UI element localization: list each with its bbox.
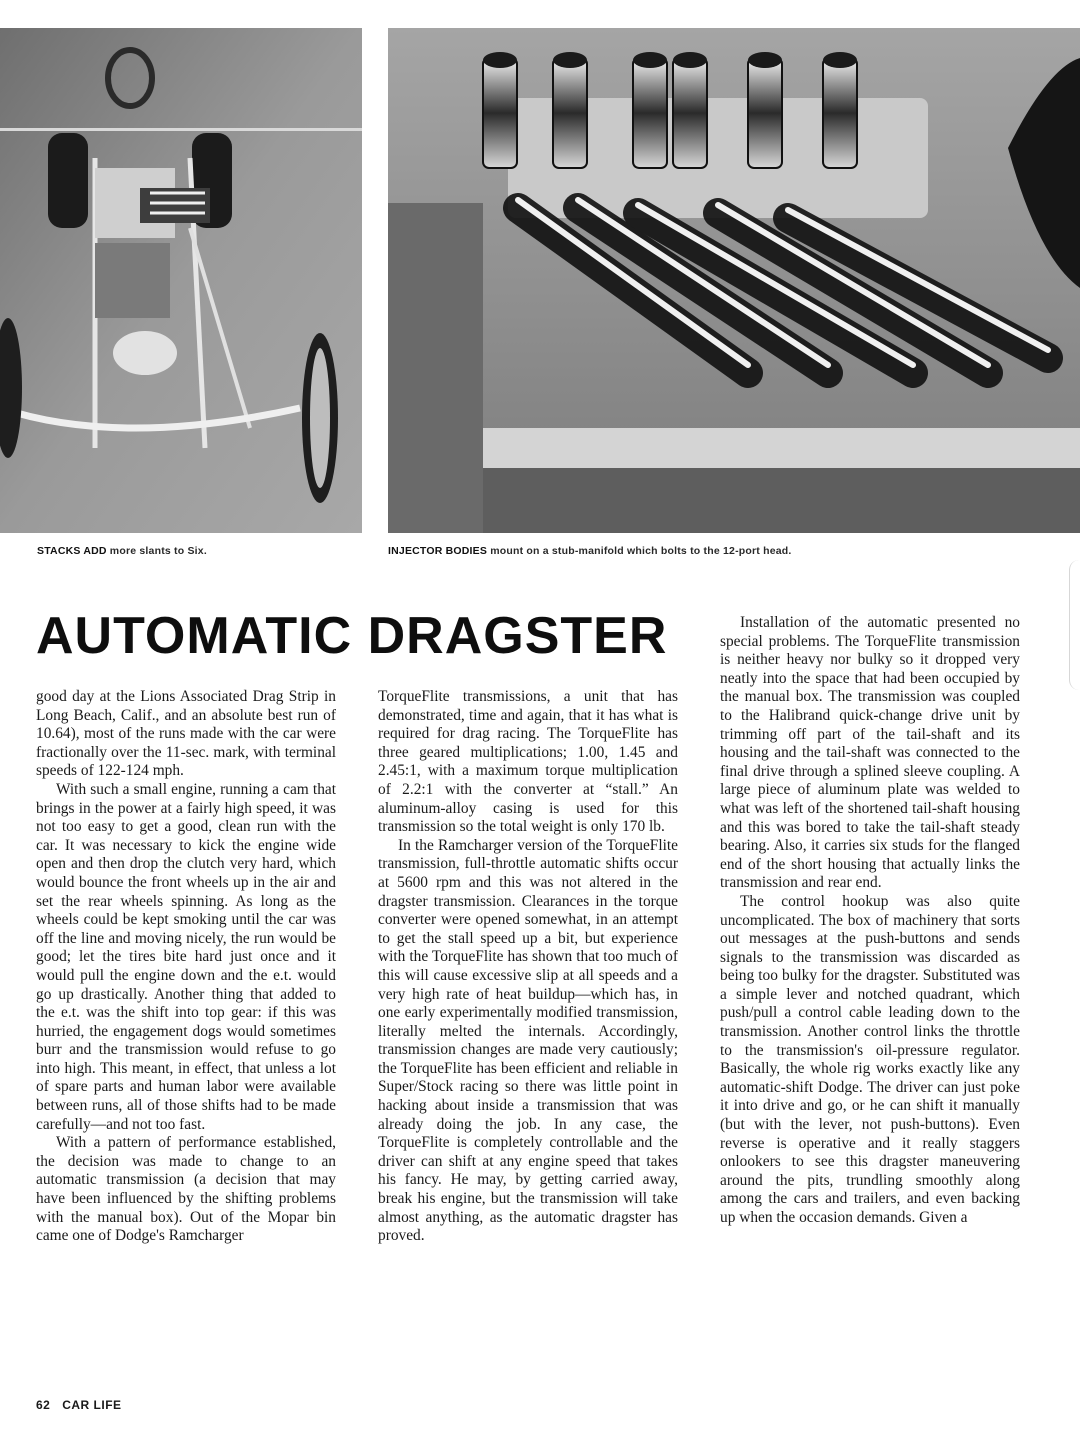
paragraph: With such a small engine, running a cam that brings in the power at a fairly high speed, it was not too easy to get a good, clean run with the car. It was necessary to kick the engine wide open and then drop the clutch very hard, which would bounce the front wheels up in the air and set the rear wheels spinning. As long as the wheels could be kept smoking until the car was off the line and moving nicely, the run would be good; let the tires bite hard just once and it would pull the engine down and the e.t. would go up drastically. Another thing that added to the e.t. was the shift into top gear: if this was hurried, the engagement dogs would sometimes burr and the transmission would refuse to go into high. This meant, in effect, that unless a lot of spare parts and human labor were available between runs, all of those shifts had to be made carefully—and not too fast. (36, 780, 336, 1133)
page-edge-tab (1069, 560, 1080, 690)
page-footer (36, 1398, 122, 1412)
text-column-3 (720, 614, 1020, 1228)
photo-caption-left (37, 545, 207, 557)
paragraph: good day at the Lions Associated Drag Strip in Long Beach, Calif., and an absolute best run of 10.64), most of the runs made with the car were fractionally over the 11-sec. mark, with terminal speeds of 122-124 mph. (36, 688, 336, 780)
paragraph: Installation of the automatic presented no special problems. The TorqueFlite transmission is neither heavy nor bulky so it dropped very neatly into the space that had been occupied by the manual box. The transmission was coupled to the Halibrand quick-change drive unit by trimming off part of the tail-shaft and its housing and the tail-shaft was connected to the final drive through a splined sleeve coupling. A large piece of aluminum plate was welded to what was left of the shortened tail-shaft housing and this was bored to take the tail-shaft steady bearing. Also, it carries six studs for the flanged end of the short housing that actually links the transmission and rear end. (720, 614, 1020, 892)
text-column-1 (36, 688, 336, 1246)
caption-lead: STACKS ADD (37, 545, 107, 557)
caption-text: mount on a stub-manifold which bolts to the 12-port head. (490, 545, 792, 557)
paragraph: TorqueFlite transmissions, a unit that has demonstrated, time and again, that it has what is required for drag racing. The TorqueFlite has three geared multiplications; 1.00, 1.45 and 2.45:1, with a maximum torque multiplication of 2.2:1 with the converter at “stall.” An aluminum-alloy casing is used for this transmission so the total weight is only 170 lb. (378, 688, 678, 836)
article-headline: AUTOMATIC DRAGSTER (36, 607, 668, 665)
caption-text: more slants to Six. (109, 545, 207, 557)
page-number: 62 (36, 1398, 51, 1412)
photo-caption-right (388, 545, 792, 557)
paragraph: In the Ramcharger version of the TorqueFlite transmission, full-throttle automatic shifts occur at 5600 rpm and this was not altered in the dragster transmission. Clearances in the torque converter were opened somewhat, in an attempt to get the stall speed up a bit, but experience with the TorqueFlite has shown that too much of this will cause excessive slip at all speeds and a very high rate of heat buildup—which has, in one early experimentally modified transmission, literally melted the internals. Accordingly, transmission changes are made very cautiously; the TorqueFlite has been efficient and reliable in Super/Stock racing so there was little point in hacking about inside a transmission that was already doing the job. In any case, the TorqueFlite is completely controllable and the driver can shift at any engine speed that takes his fancy. He may, by getting carried away, break his engine, but the transmission will take almost anything, as the automatic dragster has proved. (378, 836, 678, 1245)
injector-stacks-photo (388, 28, 1080, 533)
paragraph: With a pattern of performance established, the decision was made to change to an automatic transmission (a decision that may have been influenced by the shifting problems with the manual box). Out of the Mopar bin came one of Dodge's Ramcharger (36, 1134, 336, 1245)
magazine-name: CAR LIFE (62, 1398, 122, 1412)
paragraph: The control hookup was also quite uncomplicated. The box of machinery that sorts out messages at the push-buttons and sends signals to the transmission was discarded as being too bulky for the dragster. Substituted was a simple lever and notched quadrant, which push/pull a control cable leading down to the transmission. Another control links the throttle to the transmission's oil-pressure regulator. Basically, the whole rig works exactly like any automatic-shift Dodge. The driver can just poke it into drive and go, or he can shift it manually (but with the lever, not push-buttons). Even reverse is operative and it really staggers onlookers to see this dragster maneuvering around the pits, trundling smoothly along among the cars and trailers, and even backing up when the occasion demands. Given a (720, 892, 1020, 1226)
text-column-2 (378, 688, 678, 1246)
caption-lead: INJECTOR BODIES (388, 545, 488, 557)
dragster-overhead-photo (0, 28, 362, 533)
